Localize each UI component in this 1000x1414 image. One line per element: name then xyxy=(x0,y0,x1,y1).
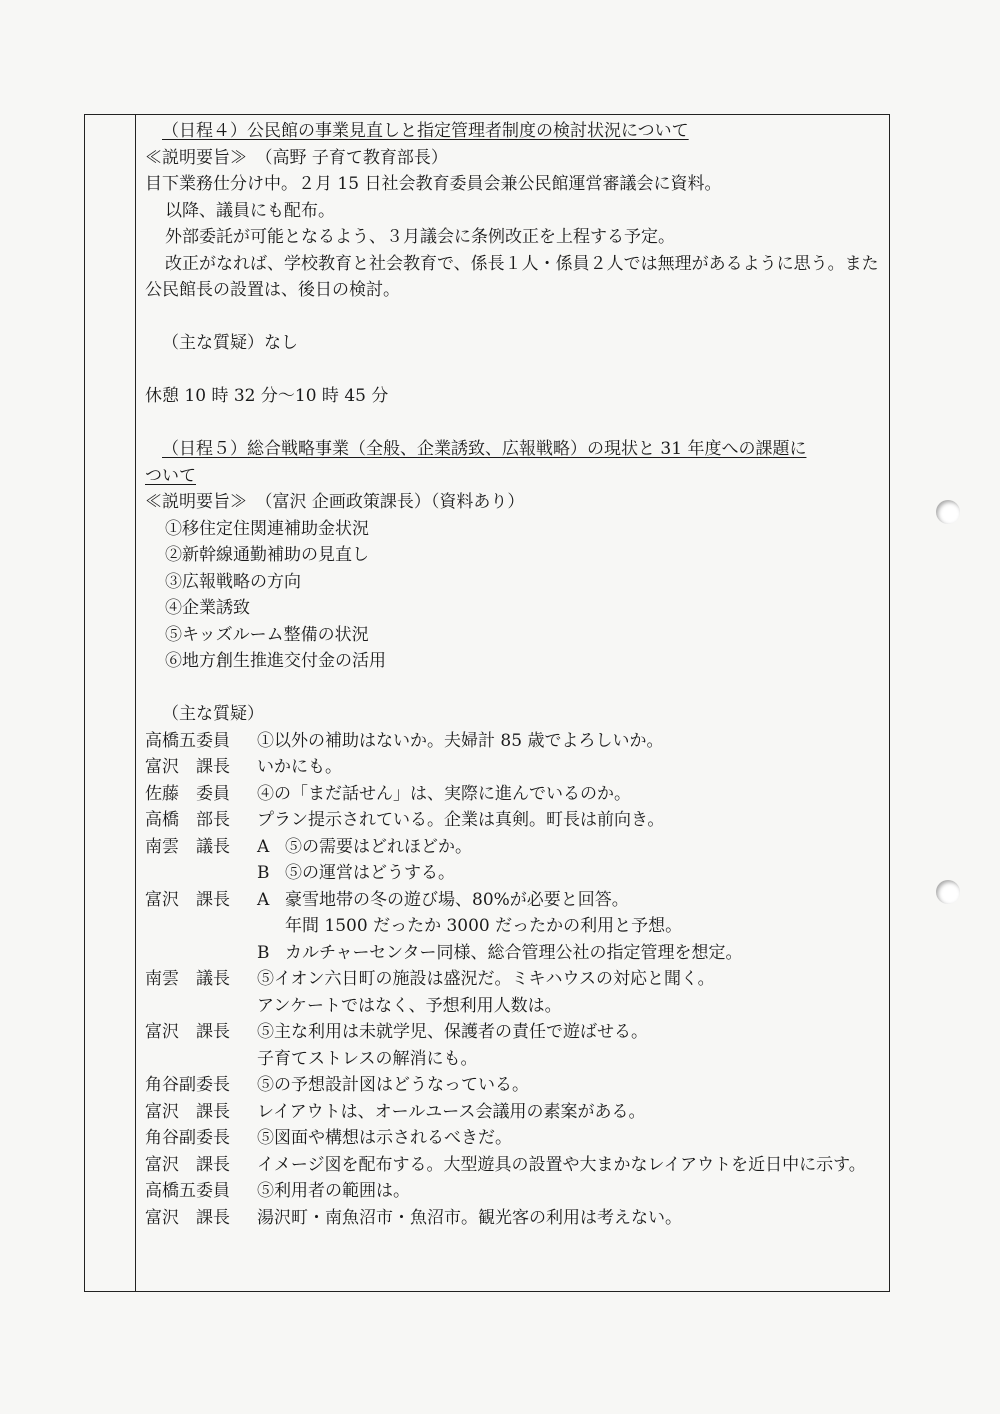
qa-text: カルチャーセンター同様、総合管理公社の指定管理を想定。 xyxy=(285,942,743,963)
qa-speaker: 富沢 課長 xyxy=(145,889,230,910)
qa-row xyxy=(145,1046,885,1073)
agenda4-line-3: 外部委託が可能となるよう、３月議会に条例改正を上程する予定。 xyxy=(165,227,675,247)
qa-label: A xyxy=(257,889,270,910)
qa-row xyxy=(145,781,885,808)
agenda5-qa-header: （主な質疑） xyxy=(162,704,264,724)
qa-label: B xyxy=(257,863,270,883)
qa-row xyxy=(145,860,885,887)
agenda5-item-3: ③広報戦略の方向 xyxy=(165,571,301,592)
agenda4-line-2: 以降、議員にも配布。 xyxy=(165,200,335,221)
qa-row xyxy=(145,1099,885,1126)
qa-text: 子育てストレスの解消にも。 xyxy=(257,1048,478,1069)
qa-text: ⑤利用者の範囲は。 xyxy=(257,1181,410,1201)
left-column-divider xyxy=(135,115,136,1291)
qa-speaker: 富沢 課長 xyxy=(145,1022,230,1042)
agenda5-title-line1: （日程５）総合戦略事業（全般、企業誘致、広報戦略）の現状と 31 年度への課題に xyxy=(162,439,807,459)
agenda4-summary-header: ≪説明要旨≫ （高野 子育て教育部長） xyxy=(145,147,448,168)
agenda4-line-4: 改正がなれば、学校教育と社会教育で、係長１人・係員２人では無理があるように思う。また公民館長の設置は、後日の検討。 xyxy=(145,253,879,300)
qa-speaker: 富沢 課長 xyxy=(145,757,230,777)
qa-row xyxy=(145,1072,885,1099)
qa-row xyxy=(145,1152,885,1179)
agenda5-item-5: ⑤キッズルーム整備の状況 xyxy=(165,624,369,645)
binder-hole-top xyxy=(936,500,960,524)
qa-text: ⑤の運営はどうする。 xyxy=(285,863,455,883)
qa-text: ⑤の需要はどれほどか。 xyxy=(285,836,472,857)
agenda5-item-2: ②新幹線通勤補助の見直し xyxy=(165,545,369,565)
qa-row xyxy=(145,993,885,1020)
agenda5-item-4: ④企業誘致 xyxy=(165,598,250,618)
qa-label: A xyxy=(257,836,270,857)
qa-text: レイアウトは、オールユース会議用の素案がある。 xyxy=(257,1101,646,1122)
qa-speaker: 南雲 議長 xyxy=(145,969,230,989)
qa-row xyxy=(145,940,885,967)
agenda5-summary-header: ≪説明要旨≫ （富沢 企画政策課長）（資料あり） xyxy=(145,492,525,512)
qa-text: 豪雪地帯の冬の遊び場、80%が必要と回答。 xyxy=(285,889,629,910)
qa-row xyxy=(145,1019,885,1046)
agenda5-item-6: ⑥地方創生推進交付金の活用 xyxy=(165,651,386,671)
qa-row xyxy=(145,1178,885,1205)
qa-speaker: 角谷副委長 xyxy=(145,1075,230,1095)
qa-speaker: 高橋五委員 xyxy=(145,1181,230,1201)
qa-speaker: 富沢 課長 xyxy=(145,1101,230,1122)
qa-speaker: 角谷副委長 xyxy=(145,1128,230,1148)
qa-speaker: 富沢 課長 xyxy=(145,1154,230,1175)
qa-row xyxy=(145,966,885,993)
qa-row xyxy=(145,913,885,940)
qa-row xyxy=(145,887,885,914)
qa-text: プラン提示されている。企業は真剣。町長は前向き。 xyxy=(257,810,665,830)
qa-text: ⑤イオン六日町の施設は盛況だ。ミキハウスの対応と聞く。 xyxy=(257,969,715,989)
qa-text: ⑤の予想設計図はどうなっている。 xyxy=(257,1075,529,1095)
qa-text: 年間 1500 だったか 3000 だったかの利用と予想。 xyxy=(285,916,683,936)
agenda4-qa-header: （主な質疑）なし xyxy=(162,333,298,353)
qa-text: いかにも。 xyxy=(257,757,342,777)
qa-text: ④の「まだ話せん」は、実際に進んでいるのか。 xyxy=(257,783,631,804)
qa-text: ⑤主な利用は未就学児、保護者の責任で遊ばせる。 xyxy=(257,1022,648,1042)
break-time: 休憩 10 時 32 分～10 時 45 分 xyxy=(145,386,389,406)
qa-row xyxy=(145,1125,885,1152)
qa-row xyxy=(145,1205,885,1232)
agenda4-title: （日程４）公民館の事業見直しと指定管理者制度の検討状況について xyxy=(162,121,689,141)
qa-speaker: 富沢 課長 xyxy=(145,1207,230,1228)
qa-speaker: 南雲 議長 xyxy=(145,836,230,857)
agenda5-item-1: ①移住定住関連補助金状況 xyxy=(165,518,369,539)
qa-speaker: 佐藤 委員 xyxy=(145,783,230,804)
qa-text: ①以外の補助はないか。夫婦計 85 歳でよろしいか。 xyxy=(257,730,664,751)
agenda4-line-1: 目下業務仕分け中。２月 15 日社会教育委員会兼公民館運営審議会に資料。 xyxy=(145,174,722,194)
qa-text: アンケートではなく、予想利用人数は。 xyxy=(257,995,562,1016)
qa-row xyxy=(145,728,885,755)
qa-speaker: 高橋五委員 xyxy=(145,730,230,751)
qa-text: 湯沢町・南魚沼市・魚沼市。観光客の利用は考えない。 xyxy=(257,1207,682,1228)
qa-row xyxy=(145,834,885,861)
qa-row xyxy=(145,754,885,781)
minutes-content xyxy=(145,118,885,1231)
binder-hole-bottom xyxy=(936,880,960,904)
qa-row xyxy=(145,807,885,834)
qa-text: イメージ図を配布する。大型遊具の設置や大まかなレイアウトを近日中に示す。 xyxy=(257,1154,866,1175)
qa-label: B xyxy=(257,942,270,963)
agenda5-title-line2: ついて xyxy=(145,465,196,486)
qa-speaker: 高橋 部長 xyxy=(145,810,230,830)
qa-text: ⑤図面や構想は示されるべきだ。 xyxy=(257,1128,512,1148)
